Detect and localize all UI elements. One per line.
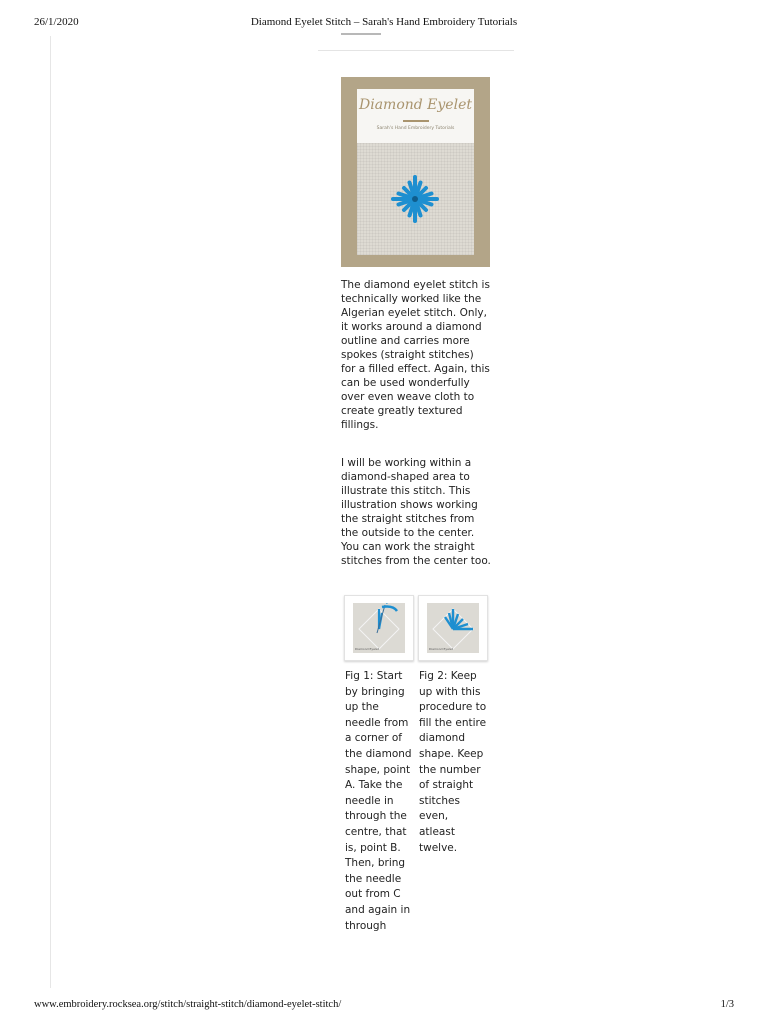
cut-off-text-fragment (341, 27, 381, 37)
figure-1-thumb-label: Diamond Eyelet (355, 647, 379, 651)
method-paragraph: I will be working within a diamond-shaped area to illustrate this stitch. This illustration shows working the straight stitches from the outside to the center. You can work the straight stitches from the center too. (341, 457, 491, 567)
print-date: 26/1/2020 (34, 16, 79, 28)
figure-2-thumb-label: Diamond Eyelet (429, 647, 453, 651)
figure-1-diagram (353, 603, 405, 653)
hero-fabric (357, 143, 474, 255)
figure-1-thumbnail[interactable] (344, 595, 414, 661)
intro-paragraph: The diamond eyelet stitch is technically worked like the Algerian eyelet stitch. Only, it works around a diamond outline and carries more spokes (straight stitches) for a filled effect. Again, this can be used wonderfully over even weave cloth to create greatly textured fillings. (341, 279, 490, 431)
print-page-title: Diamond Eyelet Stitch – Sarah's Hand Embroidery Tutorials (250, 16, 518, 28)
hero-eyelet-center (412, 196, 418, 202)
figure-2-diagram (427, 603, 479, 653)
print-header (34, 12, 734, 32)
section-divider (318, 50, 514, 51)
hero-card (357, 89, 474, 255)
diamond-eyelet-hero-image (341, 77, 490, 267)
figure-2-caption: Fig 2: Keep up with this procedure to fill the entire diamond shape. Keep the number of straight stitches even, atleast twelve. (419, 670, 487, 854)
hero-title: Diamond Eyelet (359, 97, 472, 113)
figure-1-caption: Fig 1: Start by bringing up the needle from a corner of the diamond shape, point A. Take the needle in through the centre, that is, point B. Then, bring the needle out from C and again in through (345, 670, 412, 932)
figure-1-photo (353, 603, 405, 653)
hero-subtitle: Sarah's Hand Embroidery Tutorials (376, 126, 455, 131)
print-url: www.embroidery.rocksea.org/stitch/straight-stitch/diamond-eyelet-stitch/ (34, 999, 342, 1010)
figure-2-photo (427, 603, 479, 653)
hero-title-underline (403, 120, 429, 122)
print-page-number: 1/3 (720, 999, 734, 1010)
diamond-eyelet-embroidery (357, 143, 474, 255)
print-footer (34, 992, 734, 1012)
figure-2-thumbnail[interactable] (418, 595, 488, 661)
hero-title-band (357, 89, 474, 143)
left-column-rule (50, 36, 51, 988)
